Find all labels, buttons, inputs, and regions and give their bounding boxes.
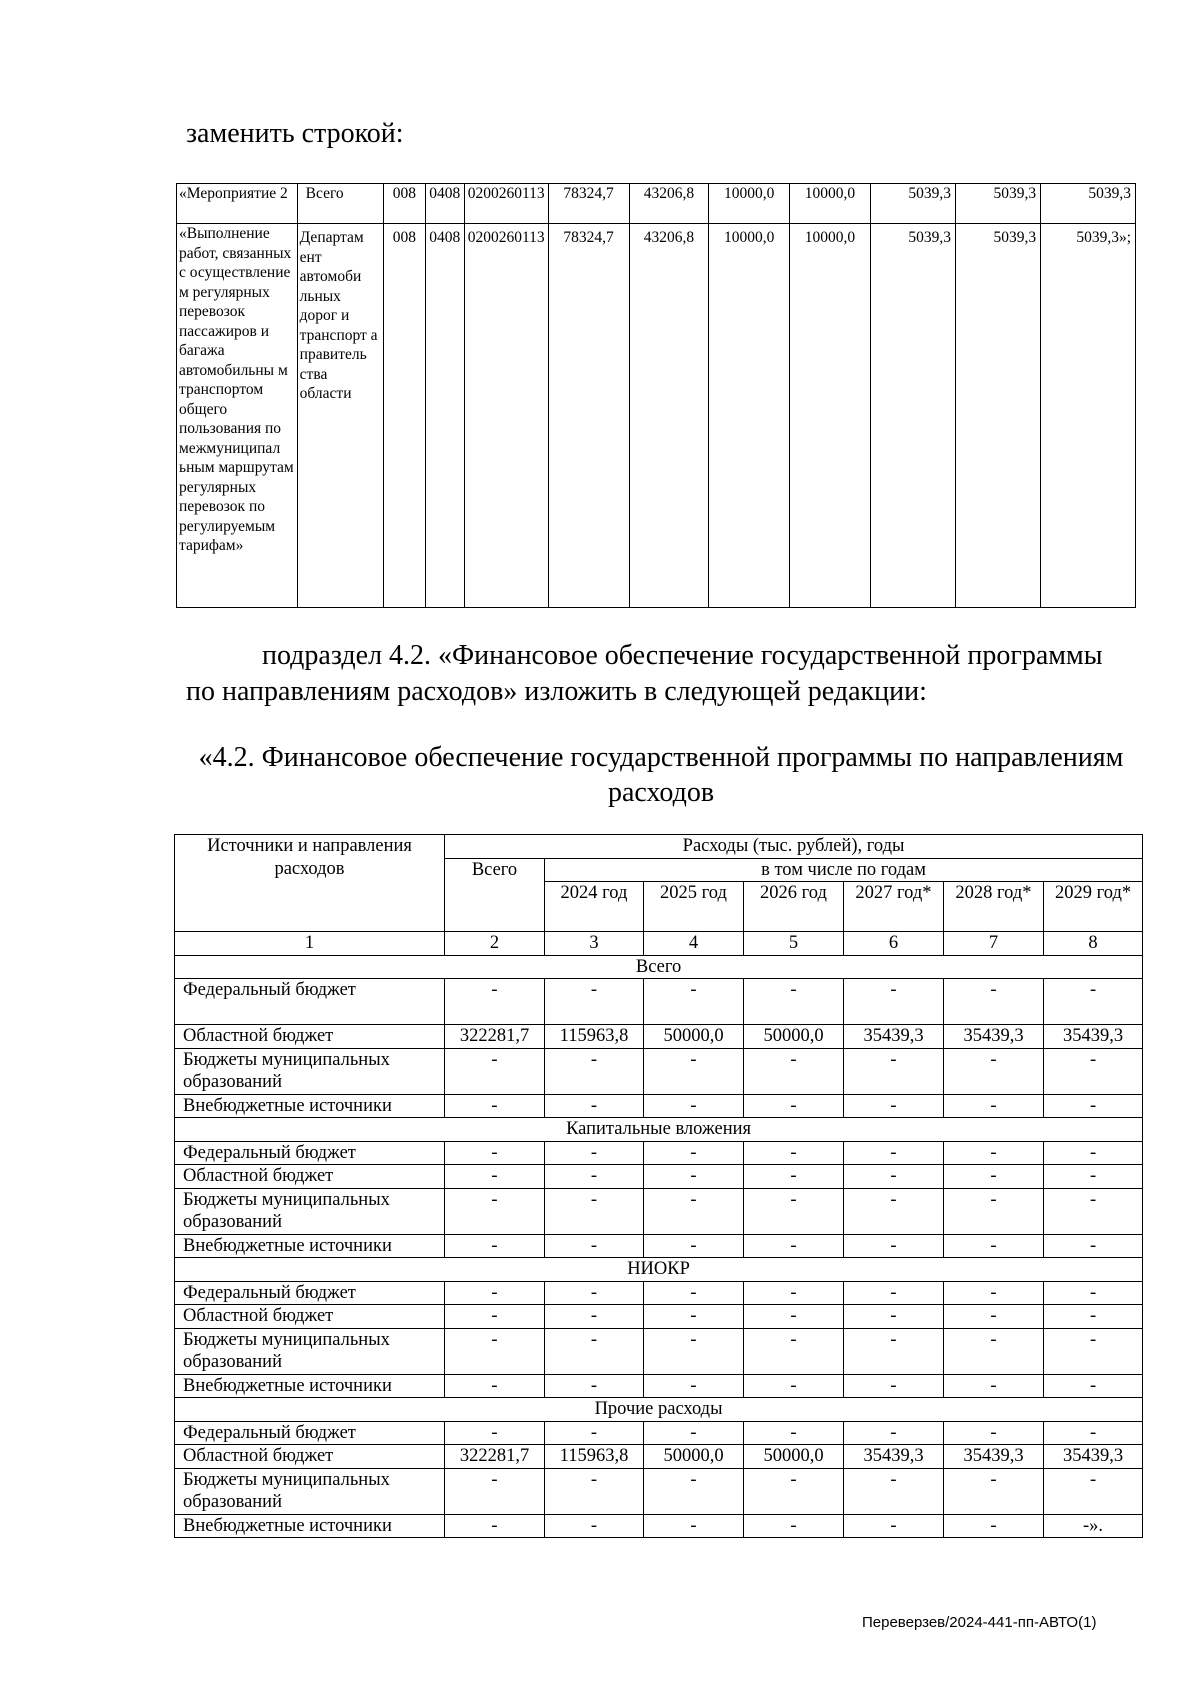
section-row [175, 1118, 1143, 1142]
value-cell: 35439,3 [844, 1445, 944, 1469]
value-cell: - [744, 1305, 844, 1329]
section-row [175, 1258, 1143, 1282]
table-row [175, 1141, 1143, 1165]
year-2029: 2029 год* [1044, 882, 1143, 932]
cell: 5039,3 [955, 184, 1040, 224]
row-label: Бюджеты муниципальных образований [175, 1468, 445, 1514]
table-row [175, 1514, 1143, 1538]
value-cell: - [744, 1234, 844, 1258]
section-title: Всего [175, 955, 1143, 979]
row-label: Внебюджетные источники [175, 1374, 445, 1398]
table-row [175, 1421, 1143, 1445]
value-cell: - [944, 1094, 1044, 1118]
year-2027: 2027 год* [844, 882, 944, 932]
table-row [175, 1281, 1143, 1305]
cell: 5039,3 [955, 224, 1040, 608]
value-cell: 115963,8 [545, 1025, 644, 1049]
cell: 10000,0 [790, 224, 871, 608]
value-cell: - [445, 1281, 545, 1305]
value-cell: - [1044, 1281, 1143, 1305]
cell: «Мероприятие 2 [177, 184, 298, 224]
value-cell: - [844, 1188, 944, 1234]
value-cell: - [1044, 1328, 1143, 1374]
value-cell: - [445, 1468, 545, 1514]
cell: Всего [297, 184, 383, 224]
value-cell: - [445, 979, 545, 1025]
value-cell: 50000,0 [644, 1445, 744, 1469]
value-cell: - [744, 1165, 844, 1189]
col-number: 5 [744, 932, 844, 956]
row-label: Внебюджетные источники [175, 1234, 445, 1258]
value-cell: - [545, 1141, 644, 1165]
cell: 5039,3 [870, 224, 955, 608]
value-cell: - [844, 1468, 944, 1514]
value-cell: - [644, 1281, 744, 1305]
cell: 0200260113 [464, 224, 548, 608]
value-cell: - [445, 1305, 545, 1329]
cell: «Выполнение работ, связанных с осуществление м регулярных перевозок пассажиров и багажа автомобильны м транспортом общего пользования по межмуниципал ьным маршрутам регулярных перевозок по регулируемым тарифам» [177, 224, 298, 608]
value-cell: - [644, 1165, 744, 1189]
value-cell: - [744, 1141, 844, 1165]
cell: 5039,3 [870, 184, 955, 224]
value-cell: - [1044, 1188, 1143, 1234]
row-label: Областной бюджет [175, 1445, 445, 1469]
value-cell: - [445, 1165, 545, 1189]
value-cell: - [644, 1094, 744, 1118]
value-cell: - [944, 1048, 1044, 1094]
value-cell: - [1044, 979, 1143, 1025]
row-label: Областной бюджет [175, 1025, 445, 1049]
row-label: Внебюджетные источники [175, 1094, 445, 1118]
value-cell: - [445, 1048, 545, 1094]
value-cell: - [944, 1234, 1044, 1258]
financing-table [174, 834, 1143, 1538]
value-cell: - [944, 979, 1044, 1025]
value-cell: - [844, 1281, 944, 1305]
value-cell: - [545, 1374, 644, 1398]
value-cell: - [1044, 1374, 1143, 1398]
cell: 10000,0 [709, 224, 790, 608]
value-cell: - [545, 1281, 644, 1305]
header-by-years: в том числе по годам [545, 858, 1143, 882]
table-row [175, 1328, 1143, 1374]
section-title: Прочие расходы [175, 1398, 1143, 1422]
value-cell: - [644, 979, 744, 1025]
cell: 0408 [425, 224, 464, 608]
value-cell: - [744, 1281, 844, 1305]
value-cell: - [844, 1141, 944, 1165]
value-cell: - [1044, 1048, 1143, 1094]
value-cell: - [744, 1328, 844, 1374]
value-cell: 35439,3 [944, 1025, 1044, 1049]
value-cell: 35439,3 [1044, 1445, 1143, 1469]
row-label: Федеральный бюджет [175, 1421, 445, 1445]
value-cell: - [644, 1234, 744, 1258]
value-cell: - [844, 1421, 944, 1445]
value-cell: -». [1044, 1514, 1143, 1538]
cell: Департам ент автомоби льных дорог и транспорт а правитель ства области [297, 224, 383, 608]
row-label: Внебюджетные источники [175, 1514, 445, 1538]
value-cell: - [844, 1374, 944, 1398]
row-label: Бюджеты муниципальных образований [175, 1328, 445, 1374]
value-cell: - [445, 1514, 545, 1538]
table1-row-total [177, 184, 1136, 224]
table-row [175, 1165, 1143, 1189]
value-cell: 115963,8 [545, 1445, 644, 1469]
table-row [175, 1094, 1143, 1118]
value-cell: - [844, 1165, 944, 1189]
value-cell: - [744, 1468, 844, 1514]
col-number: 3 [545, 932, 644, 956]
row-label: Областной бюджет [175, 1305, 445, 1329]
replacement-row-table [176, 183, 1136, 608]
section-heading: «4.2. Финансовое обеспечение государственной программы по направлениям расходов [198, 742, 1124, 808]
value-cell: - [1044, 1141, 1143, 1165]
value-cell: - [545, 1094, 644, 1118]
value-cell: - [844, 1514, 944, 1538]
value-cell: - [844, 1094, 944, 1118]
value-cell: - [844, 1234, 944, 1258]
cell: 008 [383, 184, 425, 224]
value-cell: - [1044, 1165, 1143, 1189]
value-cell: - [545, 1165, 644, 1189]
value-cell: - [445, 1234, 545, 1258]
header-source: Источники и направления расходов [175, 835, 445, 932]
value-cell: - [644, 1328, 744, 1374]
section-row [175, 955, 1143, 979]
value-cell: - [944, 1188, 1044, 1234]
value-cell: - [944, 1165, 1044, 1189]
col-number: 1 [175, 932, 445, 956]
value-cell: - [644, 1188, 744, 1234]
value-cell: - [1044, 1094, 1143, 1118]
value-cell: 50000,0 [644, 1025, 744, 1049]
row-label: Бюджеты муниципальных образований [175, 1048, 445, 1094]
value-cell: - [644, 1141, 744, 1165]
value-cell: - [744, 1094, 844, 1118]
value-cell: - [944, 1328, 1044, 1374]
col-number: 4 [644, 932, 744, 956]
table-row [175, 1374, 1143, 1398]
table-row [175, 1234, 1143, 1258]
row-label: Федеральный бюджет [175, 979, 445, 1025]
cell: 008 [383, 224, 425, 608]
value-cell: - [944, 1468, 1044, 1514]
year-2025: 2025 год [644, 882, 744, 932]
value-cell: - [545, 1048, 644, 1094]
value-cell: 322281,7 [445, 1025, 545, 1049]
value-cell: - [844, 1328, 944, 1374]
value-cell: - [644, 1421, 744, 1445]
row-label: Федеральный бюджет [175, 1281, 445, 1305]
year-2026: 2026 год [744, 882, 844, 932]
value-cell: - [644, 1048, 744, 1094]
value-cell: - [545, 1234, 644, 1258]
intro-text: заменить строкой: [186, 118, 404, 149]
section-row [175, 1398, 1143, 1422]
col-number: 6 [844, 932, 944, 956]
value-cell: - [1044, 1421, 1143, 1445]
value-cell: - [644, 1468, 744, 1514]
value-cell: - [744, 1048, 844, 1094]
cell: 5039,3»; [1041, 224, 1136, 608]
value-cell: - [844, 1048, 944, 1094]
value-cell: - [545, 979, 644, 1025]
value-cell: - [445, 1328, 545, 1374]
value-cell: - [545, 1188, 644, 1234]
column-number-row [175, 932, 1143, 956]
value-cell: 50000,0 [744, 1445, 844, 1469]
table-row [175, 979, 1143, 1025]
table-row [175, 1048, 1143, 1094]
col-number: 7 [944, 932, 1044, 956]
value-cell: - [445, 1374, 545, 1398]
table1-row-department [177, 224, 1136, 608]
value-cell: - [545, 1514, 644, 1538]
value-cell: 35439,3 [944, 1445, 1044, 1469]
cell: 10000,0 [790, 184, 871, 224]
value-cell: - [1044, 1305, 1143, 1329]
table-row [175, 1188, 1143, 1234]
cell: 0200260113 [464, 184, 548, 224]
cell: 43206,8 [629, 224, 709, 608]
financing-table-body [175, 955, 1143, 1538]
value-cell: - [1044, 1234, 1143, 1258]
value-cell: 35439,3 [844, 1025, 944, 1049]
cell: 5039,3 [1041, 184, 1136, 224]
table-row [175, 1305, 1143, 1329]
value-cell: - [744, 1514, 844, 1538]
value-cell: 50000,0 [744, 1025, 844, 1049]
value-cell: - [545, 1328, 644, 1374]
value-cell: - [944, 1374, 1044, 1398]
value-cell: - [545, 1421, 644, 1445]
value-cell: - [644, 1305, 744, 1329]
cell: 78324,7 [548, 224, 629, 608]
value-cell: - [944, 1305, 1044, 1329]
value-cell: - [445, 1188, 545, 1234]
value-cell: - [445, 1421, 545, 1445]
value-cell: - [944, 1514, 1044, 1538]
header-row [175, 835, 1143, 859]
cell: 43206,8 [629, 184, 709, 224]
table-row [175, 1025, 1143, 1049]
value-cell: - [445, 1094, 545, 1118]
value-cell: - [744, 979, 844, 1025]
value-cell: - [644, 1514, 744, 1538]
table-row [175, 1468, 1143, 1514]
value-cell: - [644, 1374, 744, 1398]
table-row [175, 1445, 1143, 1469]
value-cell: - [944, 1141, 1044, 1165]
col-number: 8 [1044, 932, 1143, 956]
value-cell: 322281,7 [445, 1445, 545, 1469]
section-title: НИОКР [175, 1258, 1143, 1282]
value-cell: - [844, 979, 944, 1025]
cell: 10000,0 [709, 184, 790, 224]
value-cell: - [1044, 1468, 1143, 1514]
document-footer: Переверзев/2024-441-пп-АВТО(1) [862, 1614, 1097, 1631]
value-cell: - [944, 1281, 1044, 1305]
cell: 0408 [425, 184, 464, 224]
row-label: Федеральный бюджет [175, 1141, 445, 1165]
value-cell: - [445, 1141, 545, 1165]
cell: 78324,7 [548, 184, 629, 224]
value-cell: 35439,3 [1044, 1025, 1143, 1049]
amendment-paragraph: подраздел 4.2. «Финансовое обеспечение государственной программы по направлениям расходов» изложить в следующей редакции: [186, 640, 1103, 707]
value-cell: - [844, 1305, 944, 1329]
col-number: 2 [445, 932, 545, 956]
value-cell: - [744, 1421, 844, 1445]
section-title: Капитальные вложения [175, 1118, 1143, 1142]
header-total: Всего [445, 858, 545, 932]
year-2028: 2028 год* [944, 882, 1044, 932]
row-label: Бюджеты муниципальных образований [175, 1188, 445, 1234]
header-expenses: Расходы (тыс. рублей), годы [445, 835, 1143, 859]
row-label: Областной бюджет [175, 1165, 445, 1189]
value-cell: - [744, 1374, 844, 1398]
value-cell: - [744, 1188, 844, 1234]
value-cell: - [545, 1468, 644, 1514]
value-cell: - [545, 1305, 644, 1329]
year-2024: 2024 год [545, 882, 644, 932]
value-cell: - [944, 1421, 1044, 1445]
